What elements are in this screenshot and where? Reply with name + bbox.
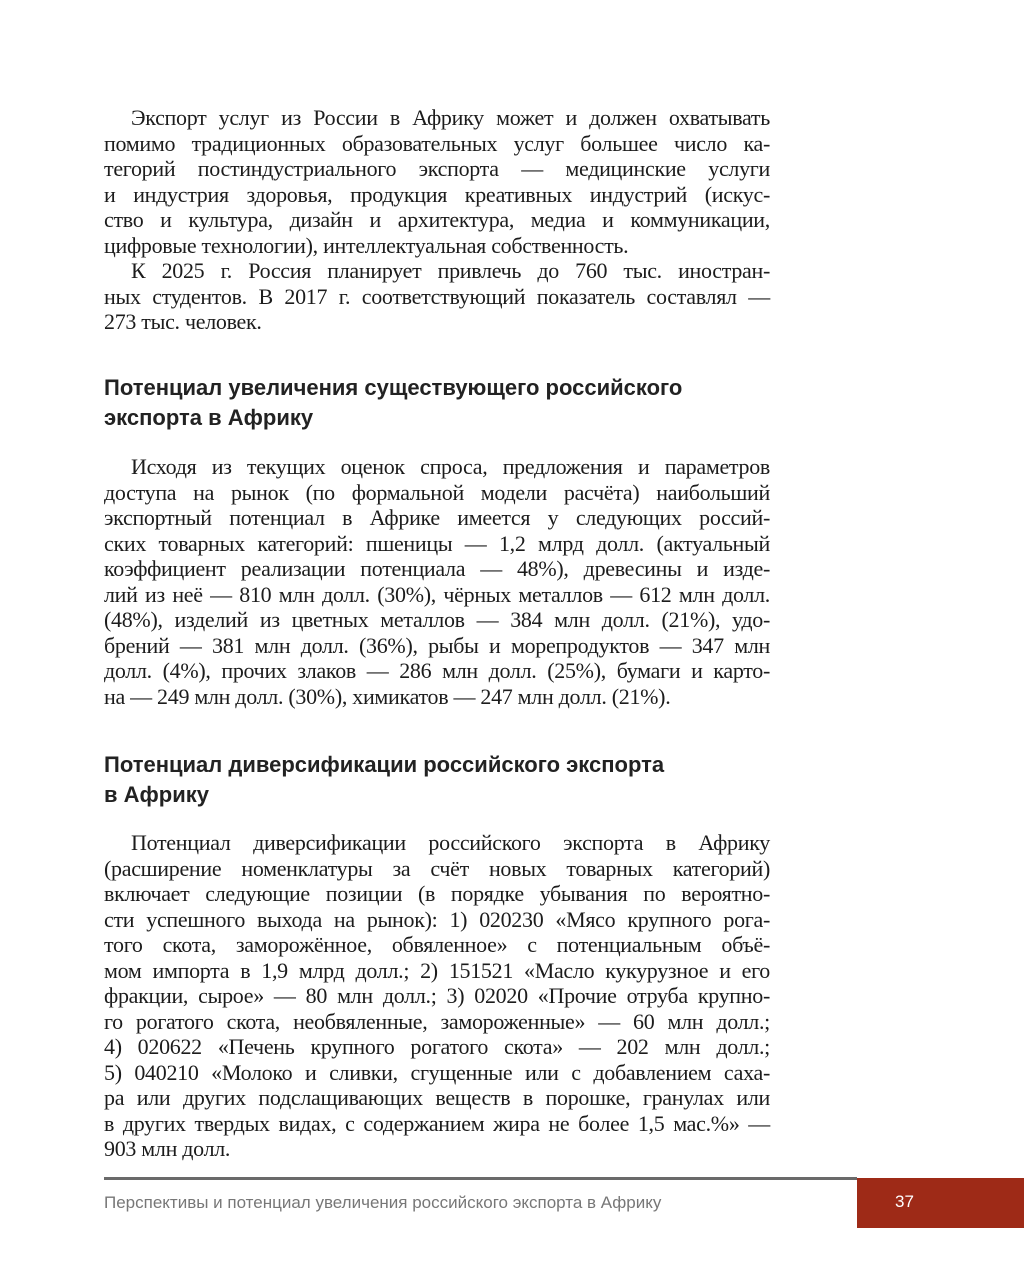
- text-line: 273 тыс. человек.: [104, 309, 262, 334]
- text-line: го рогатого скота, необвяленные, замороженные» — 60 млн долл.;: [104, 1008, 770, 1034]
- section-heading-existing-export: [104, 373, 784, 433]
- text-line: Исходя из текущих оценок спроса, предложения и параметров: [131, 454, 770, 479]
- paragraph-export-potential: [104, 454, 770, 709]
- text-line: долл. (4%), прочих злаков — 286 млн долл. (25%), бумаги и карто-: [104, 658, 770, 683]
- text-line: экспортный потенциал в Африке имеется у следующих россий-: [104, 505, 770, 530]
- text-line: включает следующие позиции (в порядке убывания по вероятно-: [104, 881, 770, 906]
- text-line: ра или других подслащивающих веществ в порошке, гранулах или: [104, 1085, 770, 1110]
- paragraph-services-export: [104, 105, 770, 258]
- text-line: помимо традиционных образовательных услуг большее число ка-: [104, 130, 770, 156]
- text-line: того скота, заморожённое, обвяленное» с потенциальным объё-: [104, 932, 770, 957]
- text-line: цифровые технологии), интеллектуальная собственность.: [104, 232, 629, 258]
- text-line: мом импорта в 1,9 млрд долл.; 2) 151521 «Масло кукурузное и его: [104, 957, 770, 983]
- text-line: ство и культура, дизайн и архитектура, медиа и коммуникации,: [104, 207, 770, 232]
- section-heading-diversification: [104, 750, 784, 810]
- text-line: К 2025 г. Россия планирует привлечь до 760 тыс. иностран-: [131, 258, 770, 283]
- heading-line: в Африку: [104, 782, 209, 807]
- footer-divider: [104, 1177, 857, 1180]
- paragraph-diversification: [104, 830, 770, 1162]
- text-line: доступа на рынок (по формальной модели расчёта) наибольший: [104, 479, 770, 505]
- text-line: сти успешного выхода на рынок): 1) 020230 «Мясо крупного рога-: [104, 906, 770, 932]
- heading-line: Потенциал увеличения существующего российского: [104, 375, 683, 400]
- text-line: на — 249 млн долл. (30%), химикатов — 247 млн долл. (21%).: [104, 683, 671, 709]
- paragraph-students: [104, 258, 770, 335]
- page-number: 37: [895, 1192, 914, 1211]
- text-line: брений — 381 млн долл. (36%), рыбы и морепродуктов — 347 млн: [104, 632, 770, 658]
- heading-line: экспорта в Африку: [104, 405, 314, 430]
- text-line: 903 млн долл.: [104, 1136, 231, 1161]
- footer-title: Перспективы и потенциал увеличения российского экспорта в Африку: [104, 1193, 662, 1212]
- text-line: (расширение номенклатуры за счёт новых товарных категорий): [104, 855, 770, 881]
- text-line: в других твердых видах, с содержанием жира не более 1,5 мас.%» —: [104, 1110, 770, 1136]
- text-line: 4) 020622 «Печень крупного рогатого скота» — 202 млн долл.;: [104, 1034, 770, 1059]
- text-line: ских товарных категорий: пшеницы — 1,2 млрд долл. (актуальный: [104, 530, 770, 556]
- text-line: Экспорт услуг из России в Африку может и должен охватывать: [131, 105, 770, 130]
- text-line: и индустрия здоровья, продукция креативных индустрий (искус-: [104, 181, 770, 207]
- text-line: коэффициент реализации потенциала — 48%), древесины и изде-: [104, 556, 770, 581]
- text-line: тегорий постиндустриального экспорта — медицинские услуги: [104, 156, 770, 181]
- page-number-box: [857, 1178, 1024, 1228]
- text-line: Потенциал диверсификации российского экспорта в Африку: [131, 830, 770, 855]
- text-line: (48%), изделий из цветных металлов — 384 млн долл. (21%), удо-: [104, 607, 770, 632]
- text-line: лий из неё — 810 млн долл. (30%), чёрных металлов — 612 млн долл.: [104, 581, 770, 607]
- text-line: ных студентов. В 2017 г. соответствующий показатель составлял —: [104, 283, 770, 309]
- heading-line: Потенциал диверсификации российского экспорта: [104, 752, 665, 777]
- text-line: 5) 040210 «Молоко и сливки, сгущенные или с добавлением саха-: [104, 1059, 770, 1085]
- text-line: фракции, сырое» — 80 млн долл.; 3) 02020 «Прочие отруба крупно-: [104, 983, 770, 1008]
